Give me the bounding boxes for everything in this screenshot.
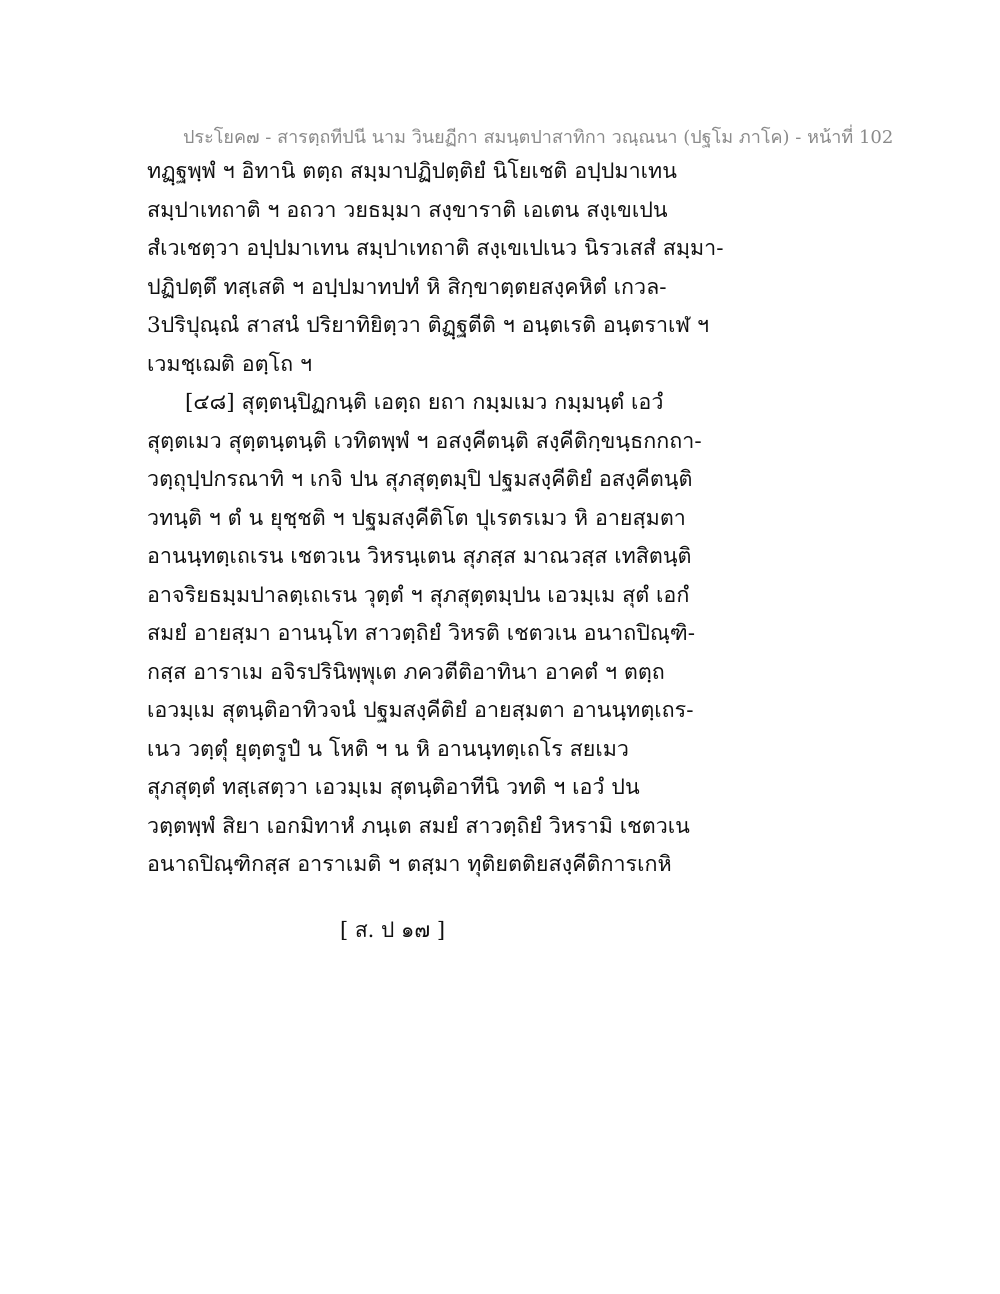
text-line: อนาถปิณฺฑิกสฺส อาราเมติ ฯ ตสฺมา ทุติยตติยสงฺคีติการเกหิ [147,852,672,877]
page-reference: [ ส. ป ๑๗ ] [340,918,446,942]
paragraph-first-line: [๔๘] สุตฺตนฺปิฏกนฺติ เอตฺถ ยถา กมฺมเมว กมฺมนฺตํ เอวํ [185,390,664,415]
text-line: อานนฺทตฺเถเรน เชตวเน วิหรนฺเตน สุภสฺส มาณวสฺส เทสิตนฺติ [147,544,692,569]
text-line: วตฺตพฺพํ สิยา เอกมิทาหํ ภนฺเต สมยํ สาวตฺถิยํ วิหรามิ เชตวเน [147,813,690,839]
text-line: เวมชฺเฌติ อตฺโถ ฯ [147,351,313,377]
text-line: ทฏฺฐพฺพํ ฯ อิทานิ ตตฺถ สมฺมาปฏิปตฺติยํ นิโยเชติ อปฺปมาเทน [147,159,677,184]
text-line: เอวมฺเม สุตนฺติอาทิวจนํ ปฐมสงฺคีติยํ อายสฺมตา อานนฺทตฺเถร- [147,698,694,723]
body-text [147,153,724,885]
text-line: อาจริยธมฺมปาลตฺเถเรน วุตฺตํ ฯ สุภสุตฺตมฺปน เอวมฺเม สุตํ เอกํ [147,582,690,608]
text-line: ปฏิปตฺตึ ทสฺเสติ ฯ อปฺปมาทปทํ หิ สิกฺขาตฺตยสงฺคหิตํ เกวล- [147,274,667,300]
text-line: วตฺถุปฺปกรณาทิ ฯ เกจิ ปน สุภสุตฺตมฺปิ ปฐมสงฺคีติยํ อสงฺคีตนฺติ [147,467,693,492]
text-line: กสฺส อาราเม อจิรปรินิพฺพุเต ภควตีติอาทินา อาคตํ ฯ ตตฺถ [147,659,665,685]
running-header: ประโยค๗ - สารตฺถทีปนี นาม วินยฏีกา สมนฺตปาสาทิกา วณฺณนา (ปฐโม ภาโค) - หน้าที่ 102 [183,127,894,148]
text-line: สมยํ อายสฺมา อานนฺโท สาวตฺถิยํ วิหรติ เชตวเน อนาถปิณฺฑิ- [147,621,695,646]
text-line: สํเวเชตฺวา อปฺปมาเทน สมฺปาเทถาติ สงฺเขเปเนว นิรวเสสํ สมฺมา- [147,236,724,261]
text-line: สุภสุตฺตํ ทสฺเสตฺวา เอวมฺเม สุตนฺติอาทีนิ วทติ ฯ เอวํ ปน [147,775,640,800]
text-line: สมฺปาเทถาติ ฯ อถวา วยธมฺมา สงฺขาราติ เอเตน สงฺเขเปน [147,197,668,223]
text-line: สุตฺตเมว สุตฺตนฺตนฺติ เวทิตพฺพํ ฯ อสงฺคีตนฺติ สงฺคีติกฺขนฺธกกถา- [147,428,702,454]
text-line: เนว วตฺตุํ ยุตฺตรูปํ น โหติ ฯ น หิ อานนฺทตฺเถโร สยเมว [147,736,629,762]
text-line: 3ปริปุณฺณํ สาสนํ ปริยาทิยิตฺวา ติฏฺฐตีติ ฯ อนฺตเรติ อนฺตราเฬ ฯ [147,313,710,338]
text-line: วทนฺติ ฯ ตํ น ยุชฺชติ ฯ ปฐมสงฺคีติโต ปุเรตรเมว หิ อายสฺมตา [147,505,686,531]
